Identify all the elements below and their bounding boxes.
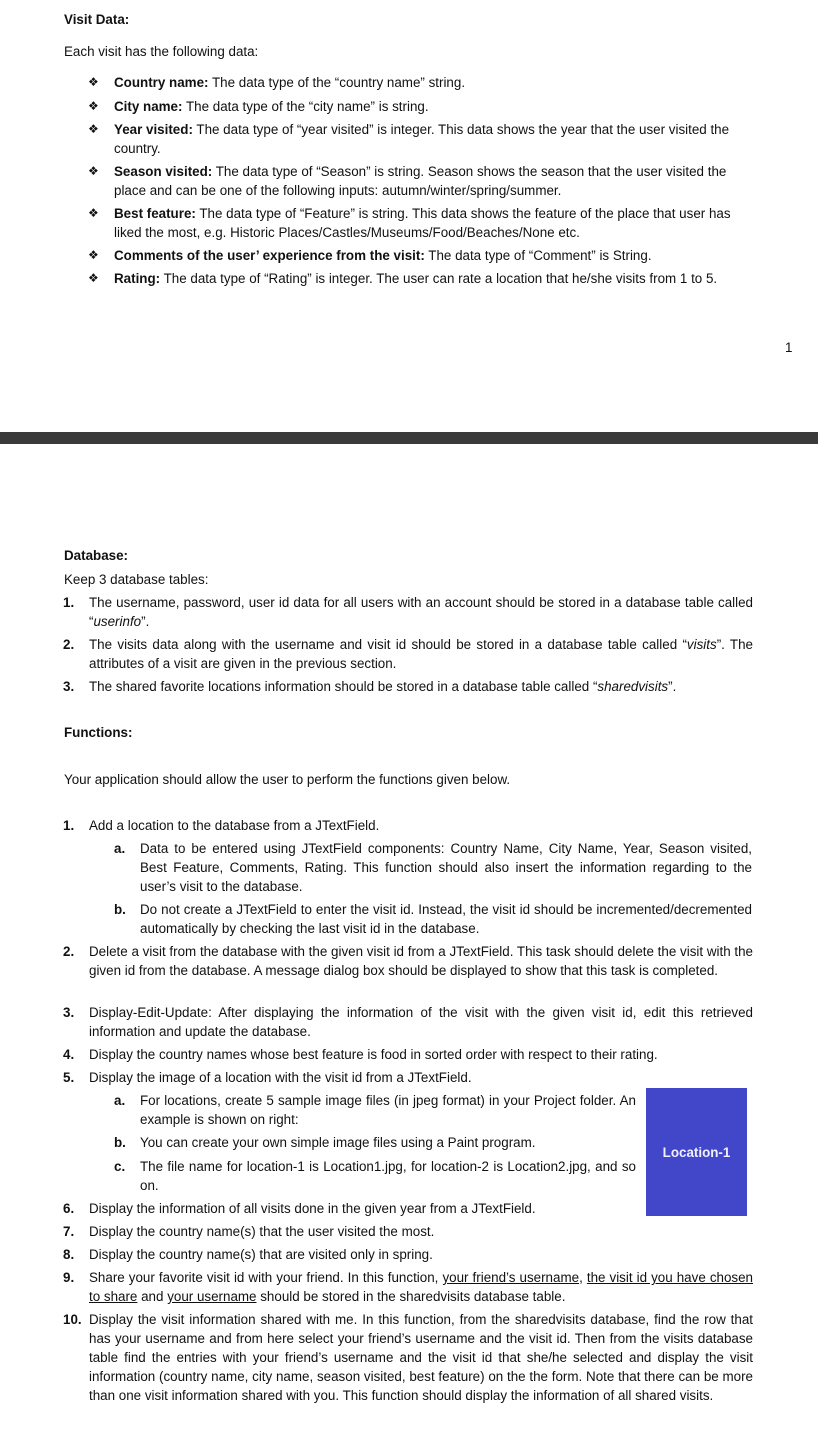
bullet-city-name: ❖ City name: The data type of the “city name” is string.	[88, 99, 429, 114]
diamond-bullet-icon: ❖	[88, 248, 99, 262]
diamond-bullet-icon: ❖	[88, 99, 99, 113]
function-4: 4. Display the country names whose best feature is food in sorted order with respect to their rating.	[63, 1047, 658, 1062]
diamond-bullet-icon: ❖	[88, 122, 99, 136]
function-5b: b. You can create your own simple image files using a Paint program.	[114, 1135, 536, 1150]
bullet-season-visited: ❖ Season visited: The data type of “Season” is string. Season shows the season that the user visited the place and can be one of the following inputs: autumn/winter/spring/summer.	[88, 164, 727, 198]
page-2	[0, 444, 818, 1434]
visit-data-intro: Each visit has the following data:	[64, 44, 259, 59]
functions-intro: Your application should allow the user to perform the functions given below.	[64, 772, 511, 787]
function-5c: c. The file name for location-1 is Location1.jpg, for location-2 is Location2.jpg, and so on.	[114, 1159, 636, 1193]
location-1-sample-image	[646, 1088, 747, 1216]
function-1: 1. Add a location to the database from a JTextField.	[63, 818, 380, 833]
diamond-bullet-icon: ❖	[88, 164, 99, 178]
database-intro: Keep 3 database tables:	[64, 572, 209, 587]
diamond-bullet-icon: ❖	[88, 271, 99, 285]
visit-data-heading: Visit Data:	[64, 12, 130, 27]
page-1	[0, 0, 818, 432]
database-heading: Database:	[64, 548, 129, 563]
db-item-sharedvisits: 3. The shared favorite locations information should be stored in a database table called “sharedvisits”.	[63, 679, 677, 694]
function-8: 8. Display the country name(s) that are visited only in spring.	[63, 1247, 433, 1262]
function-1b: b. Do not create a JTextField to enter the visit id. Instead, the visit id should be incremented/decremented automatically by checking the last visit id in the database.	[114, 902, 752, 936]
bullet-country-name: ❖ Country name: The data type of the “country name” string.	[88, 75, 466, 90]
page-number: 1	[785, 340, 793, 355]
diamond-bullet-icon: ❖	[88, 206, 99, 220]
bullet-best-feature: ❖ Best feature: The data type of “Feature” is string. This data shows the feature of the place that user has liked the most, e.g. Historic Places/Castles/Museums/Food/Beaches/None etc.	[88, 206, 731, 240]
bullet-comments: ❖ Comments of the user’ experience from the visit: The data type of “Comment” is String.	[88, 248, 652, 263]
location-1-label: Location-1	[662, 1144, 731, 1160]
function-3: 3. Display-Edit-Update: After displaying the information of the visit with the given visit id, edit this retrieved information and update the database.	[63, 1005, 753, 1039]
functions-heading: Functions:	[64, 725, 133, 740]
function-7: 7. Display the country name(s) that the user visited the most.	[63, 1224, 435, 1239]
diamond-bullet-icon: ❖	[88, 75, 99, 89]
bullet-rating: ❖ Rating: The data type of “Rating” is integer. The user can rate a location that he/she visits from 1 to 5.	[88, 271, 718, 286]
function-2: 2. Delete a visit from the database with the given visit id from a JTextField. This task should delete the visit with the given id from the database. A message dialog box should be displayed to show that this task is completed.	[63, 944, 753, 978]
db-item-userinfo: 1. The username, password, user id data for all users with an account should be stored in a database table called “userinfo”.	[63, 595, 753, 629]
function-6: 6. Display the information of all visits done in the given year from a JTextField.	[63, 1201, 536, 1216]
page-divider	[0, 432, 818, 444]
function-5: 5. Display the image of a location with the visit id from a JTextField.	[63, 1070, 472, 1085]
db-item-visits: 2. The visits data along with the username and visit id should be stored in a database table called “visits”. The attributes of a visit are given in the previous section.	[63, 637, 754, 671]
function-1a: a. Data to be entered using JTextField components: Country Name, City Name, Year, Season visited, Best Feature, Comments, Rating. This function should also insert the information regarding to the user’s visit to the database.	[114, 841, 752, 894]
function-10: 10. Display the visit information shared with me. In this function, from the sharedvisits database, find the row that has your username and from here select your friend’s username and the visit id. Then from the visits database table find the entries with your friend’s username and the visit id that she/he selected and display the visit information (country name, city name, season visited, best feature) on the the form. Note that there can be more than one visit information shared with you. This function should display the information of all shared visits.	[63, 1312, 753, 1403]
function-5a: a. For locations, create 5 sample image files (in jpeg format) in your Project folder. An example is shown on right:	[114, 1093, 636, 1127]
function-9: 9. Share your favorite visit id with your friend. In this function, your friend’s username, the visit id you have chosen to share and your username should be stored in the sharedvisits database table.	[63, 1270, 753, 1304]
bullet-year-visited: ❖ Year visited: The data type of “year visited” is integer. This data shows the year that the user visited the country.	[88, 122, 730, 156]
